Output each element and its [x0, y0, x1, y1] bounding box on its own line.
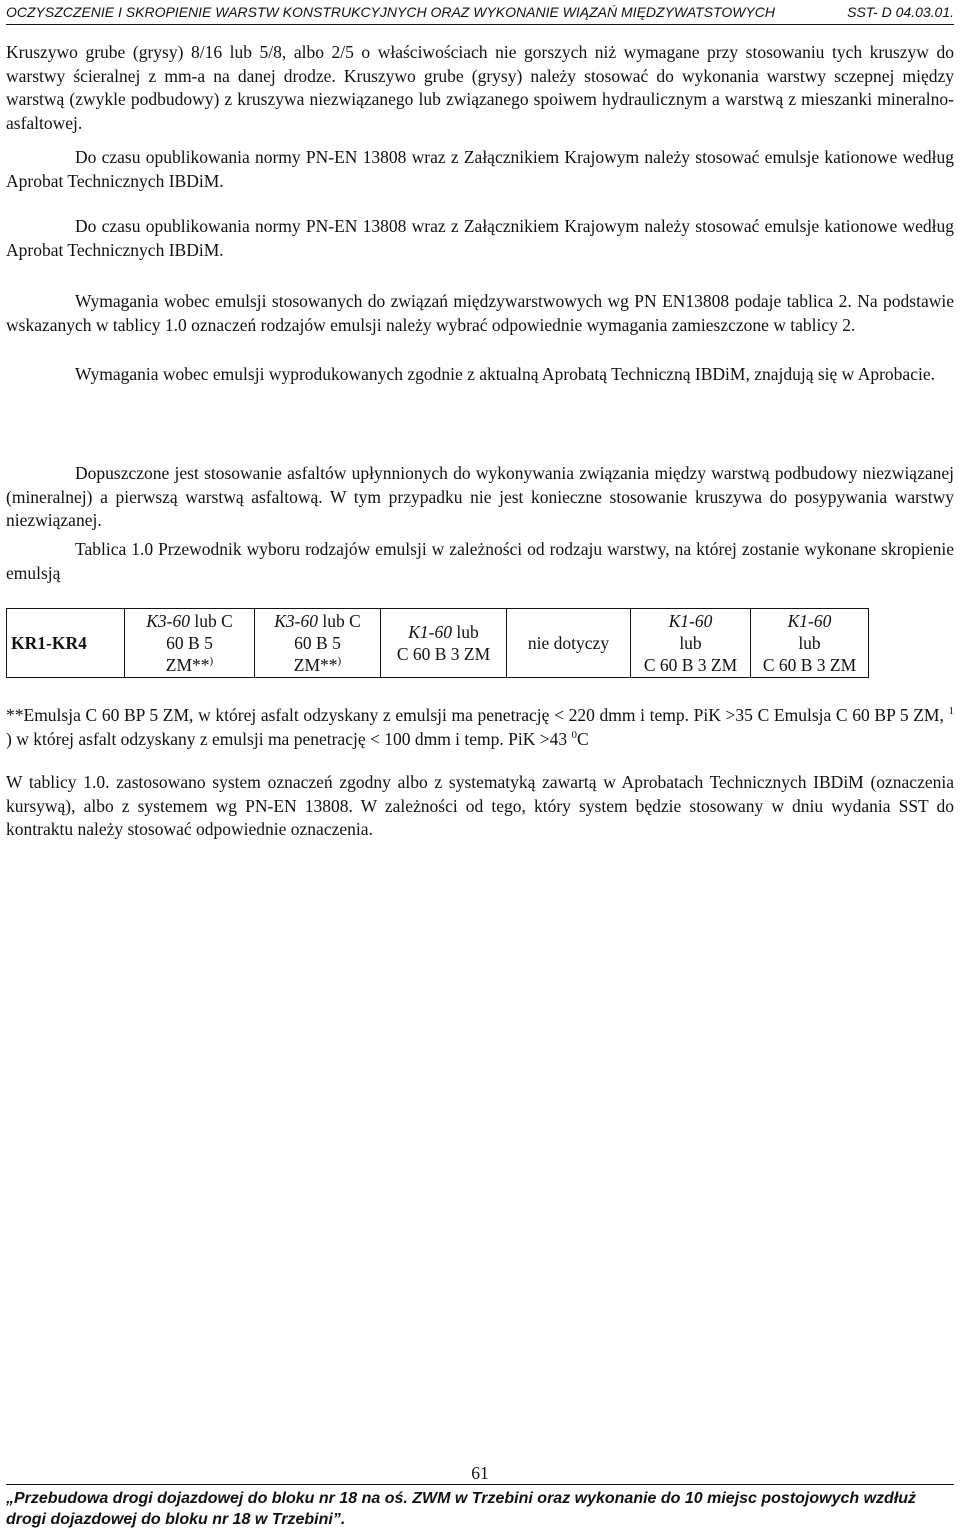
- table-cell: [125, 609, 255, 678]
- cell-text: lub C: [317, 611, 361, 631]
- cell-text: nie dotyczy: [527, 633, 610, 653]
- cell-sup: ): [337, 655, 342, 668]
- cell-text: 60 B 5: [166, 633, 213, 653]
- paragraph-asphalt: Dopuszczone jest stosowanie asfaltów upłynnionych do wykonywania związania między warstwą podbudowy niezwiązanej (mineralnej) a pierwszą warstwą asfaltową. W tym przypadku nie jest konieczne stosowanie kruszywa do posypywania warstwy niezwiązanej.: [6, 463, 954, 530]
- footnote: [6, 704, 954, 751]
- cell-italic-code: K1-60: [668, 611, 713, 631]
- cell-italic-code: K1-60: [408, 622, 452, 642]
- emulsion-table: [6, 608, 869, 678]
- footnote-text: ) w której asfalt odzyskany z emulsji ma penetrację < 100 dmm i temp. PiK >43: [6, 728, 572, 749]
- footnote-text: **Emulsja C 60 BP 5 ZM, w której asfalt odzyskany z emulsji ma penetrację < 220 dmm i temp. PiK >35 C Emulsja C 60 BP 5 ZM,: [6, 705, 949, 725]
- cell-italic-code: K1-60: [787, 611, 832, 631]
- footnote-sup: 1: [948, 705, 954, 718]
- table-cell: [631, 609, 751, 678]
- cell-text: C 60 B 3 ZM: [396, 644, 491, 664]
- cell-text: C 60 B 3 ZM: [643, 655, 738, 675]
- paragraph-emulsion-note-2: Do czasu opublikowania normy PN-EN 13808 wraz z Załącznikiem Krajowym należy stosować emulsje kationowe według Aprobat Technicznych IBDiM.: [6, 216, 954, 260]
- table-cell: [255, 609, 381, 678]
- paragraph-requirements: Wymagania wobec emulsji stosowanych do związań międzywarstwowych wg PN EN13808 podaje tablica 2. Na podstawie wskazanych w tablicy 1.0 oznaczeń rodzajów emulsji należy wybrać odpowiednie wymagania zamieszczone w tablicy 2.: [6, 291, 954, 335]
- header-code: SST- D 04.03.01.: [847, 4, 954, 20]
- cell-italic-code: K3-60: [146, 611, 190, 631]
- cell-italic-code: K3-60: [274, 611, 318, 631]
- cell-text: lub C: [189, 611, 233, 631]
- footnote-sup: 0: [571, 728, 578, 741]
- cell-text: lub: [679, 633, 702, 653]
- page-footer: „Przebudowa drogi dojazdowej do bloku nr 18 na oś. ZWM w Trzebini oraz wykonanie do 10 miejsc postojowych wzdłuż drogi dojazdowej do bloku nr 18 w Trzebini”.: [6, 1484, 954, 1530]
- table-cell: [507, 609, 631, 678]
- page-header: [6, 2, 954, 25]
- cell-text: C 60 B 3 ZM: [762, 655, 857, 675]
- table-cell: [751, 609, 869, 678]
- cell-text: lub: [798, 633, 821, 653]
- cell-text: ZM**: [293, 655, 338, 675]
- footnote-text: C: [577, 728, 589, 749]
- header-title: OCZYSZCZENIE I SKROPIENIE WARSTW KONSTRUKCYJNYCH ORAZ WYKONANIE WIĄZAŃ MIĘDZYWATSTOWYCH: [6, 4, 776, 20]
- cell-sup: ): [209, 655, 214, 668]
- page-number: 61: [471, 1463, 489, 1483]
- cell-text: lub: [452, 622, 479, 642]
- paragraph-notation: W tablicy 1.0. zastosowano system oznaczeń zgodny albo z systematyką zawartą w Aprobatach Technicznych IBDiM (oznaczenia kursywą), albo z systemem wg PN-EN 13808. W zależności od tego, który system będzie stosowany w dniu wydania SST do kontraktu należy stosować odpowiednie oznaczenia.: [6, 772, 954, 839]
- table-cell: [381, 609, 507, 678]
- paragraph-aprobata: Wymagania wobec emulsji wyprodukowanych zgodnie z aktualną Aprobatą Techniczną IBDiM, znajdują się w Aprobacie.: [75, 364, 935, 384]
- table-row: [7, 609, 869, 678]
- cell-text: 60 B 5: [294, 633, 341, 653]
- table-caption: Tablica 1.0 Przewodnik wyboru rodzajów emulsji w zależności od rodzaju warstwy, na której zostanie wykonane skropienie emulsją: [6, 539, 954, 583]
- paragraph-aggregate: Kruszywo grube (grysy) 8/16 lub 5/8, albo 2/5 o właściwościach nie gorszych niż wymagane przy stosowaniu tych kruszyw do warstwy ścieralnej z mm-a na danej drodze. Kruszywo grube (grysy) należy stosować do wykonania warstwy sczepnej między warstwą (zwykle podbudowy) z kruszywa niezwiązanego lub związanego spoiwem hydraulicznym a warstwą z mieszanki mineralno-asfaltowej.: [6, 42, 954, 133]
- table-cell-row-label: KR1-KR4: [7, 609, 125, 678]
- cell-text: ZM**: [165, 655, 210, 675]
- paragraph-emulsion-note-1: Do czasu opublikowania normy PN-EN 13808 wraz z Załącznikiem Krajowym należy stosować emulsje kationowe według Aprobat Technicznych IBDiM.: [6, 147, 954, 191]
